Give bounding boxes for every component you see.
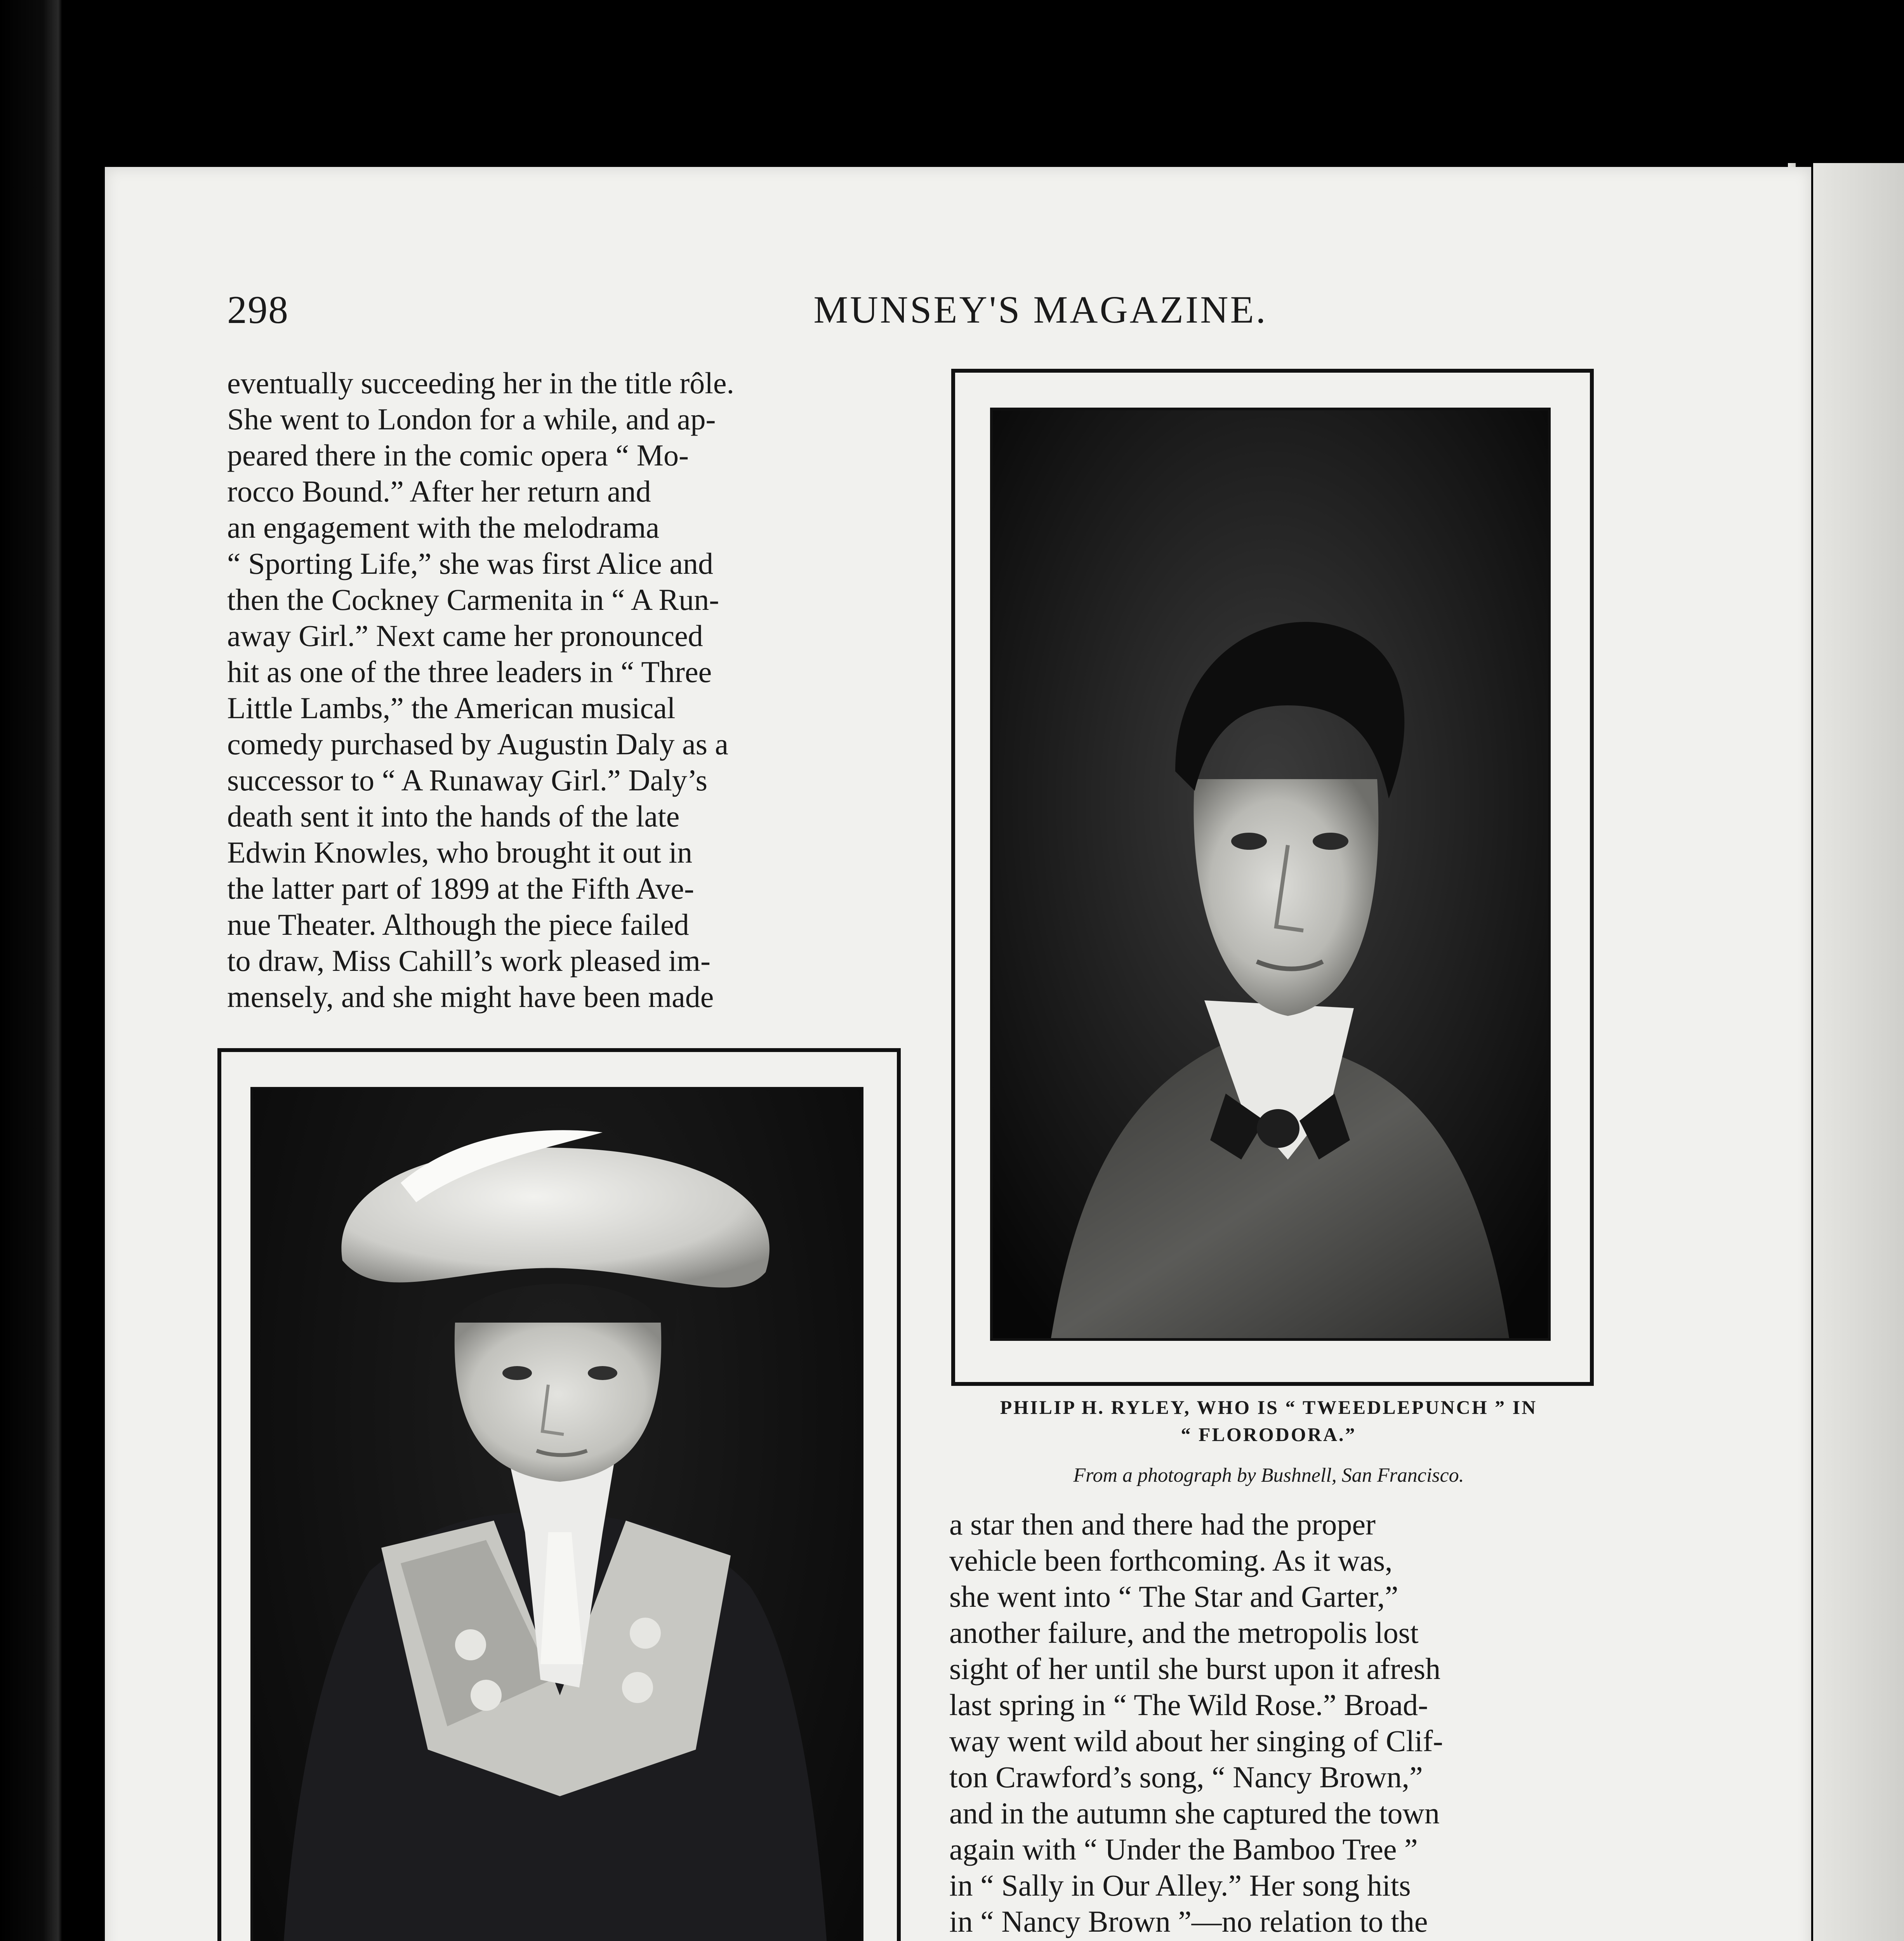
text-line: and in the autumn she captured the town — [949, 1796, 1440, 1830]
text-line: in “ Sally in Our Alley.” Her song hits — [949, 1868, 1411, 1902]
text-line: comedy purchased by Augustin Daly as a — [227, 727, 729, 761]
text-line: then the Cockney Carmenita in “ A Run- — [227, 583, 719, 616]
text-line: away Girl.” Next came her pronounced — [227, 619, 703, 653]
running-head: MUNSEY'S MAGAZINE. — [813, 288, 1268, 331]
text-line: Edwin Knowles, who brought it out in — [227, 835, 693, 869]
text-line: way went wild about her singing of Clif- — [949, 1724, 1443, 1758]
text-line: rocco Bound.” After her return and — [227, 474, 651, 508]
text-line: last spring in “ The Wild Rose.” Broad- — [949, 1688, 1428, 1722]
text-line: “ Sporting Life,” she was first Alice and — [227, 547, 713, 580]
portrait-photo-ryley — [990, 408, 1551, 1341]
magazine-page — [105, 167, 1811, 1941]
text-line: peared there in the comic opera “ Mo- — [227, 438, 689, 472]
text-line: an engagement with the melodrama — [227, 510, 660, 544]
text-line: mensely, and she might have been made — [227, 980, 714, 1014]
page-number: 298 — [227, 288, 289, 332]
text-line — [949, 1939, 1671, 1941]
portrait-photo-ricard — [250, 1087, 863, 1941]
woman-portrait-image — [253, 1090, 861, 1941]
text-line: she went into “ The Star and Garter,” — [949, 1580, 1398, 1613]
figure-ricard — [217, 1048, 901, 1941]
caption-line: “ FLORODORA.” — [1181, 1424, 1357, 1445]
caption-line: PHILIP H. RYLEY, WHO IS “ TWEEDLEPUNCH ” IN — [1000, 1396, 1537, 1418]
next-page-margin — [1813, 163, 1904, 1941]
text-line: a star then and there had the proper — [949, 1507, 1376, 1541]
left-column-text — [227, 365, 926, 1015]
text-line: ton Crawford’s song, “ Nancy Brown,” — [949, 1760, 1423, 1794]
text-line: in “ Nancy Brown ”—no relation to the — [949, 1905, 1428, 1938]
text-line: to draw, Miss Cahill’s work pleased im- — [227, 944, 711, 977]
text-line: hit as one of the three leaders in “ Three — [227, 655, 712, 689]
binding-shadow — [0, 0, 62, 1941]
text-line: another failure, and the metropolis lost — [949, 1616, 1419, 1649]
page-header — [227, 287, 1695, 338]
text-line: She went to London for a while, and ap- — [227, 402, 716, 436]
man-portrait-image — [993, 410, 1548, 1338]
text-line: vehicle been forthcoming. As it was, — [949, 1543, 1393, 1577]
text-line: Little Lambs,” the American musical — [227, 691, 676, 725]
photo-credit-ryley: From a photograph by Bushnell, San Francisco. — [1073, 1464, 1464, 1486]
text-line: successor to “ A Runaway Girl.” Daly’s — [227, 763, 707, 797]
text-line: nue Theater. Although the piece failed — [227, 908, 689, 941]
text-line: again with “ Under the Bamboo Tree ” — [949, 1832, 1418, 1866]
text-line: sight of her until she burst upon it afresh — [949, 1652, 1441, 1686]
figure-ryley — [951, 369, 1594, 1502]
text-line: the latter part of 1899 at the Fifth Ave- — [227, 872, 694, 905]
right-column-text — [949, 1506, 1671, 1941]
text-line: death sent it into the hands of the late — [227, 799, 680, 833]
text-line: eventually succeeding her in the title rôle. — [227, 366, 735, 400]
photo-caption-ryley — [951, 1394, 1586, 1448]
